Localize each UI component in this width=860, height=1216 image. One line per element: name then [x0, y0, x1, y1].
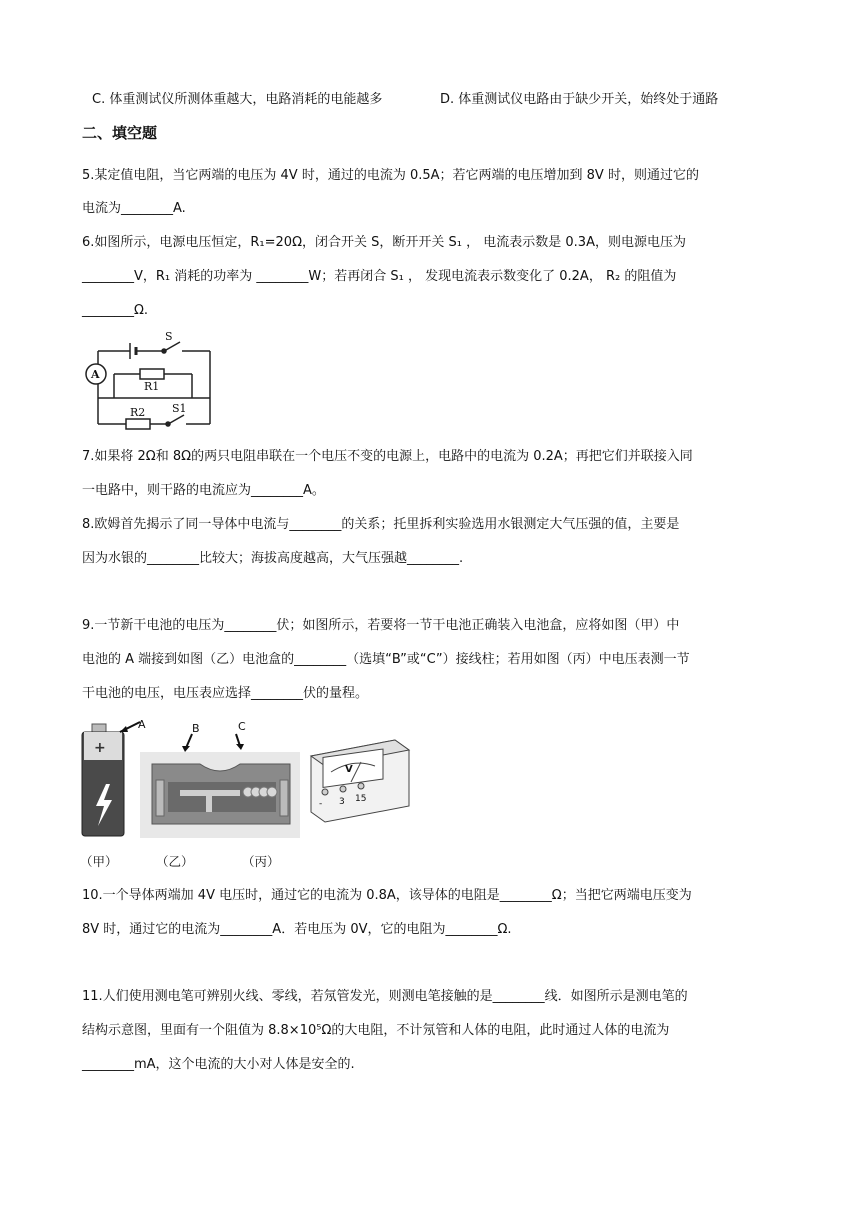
label-s1: S1 — [172, 402, 187, 415]
q6-line-2: ________V，R₁ 消耗的功率为 ________W；若再闭合 S₁ ， 发现电流表示数变化了 0.2A， R₂ 的阻值为 — [82, 269, 677, 284]
arrow-c-icon — [236, 744, 244, 750]
q5-line-1: 5.某定值电阻，当它两端的电压为 4V 时，通过的电流为 0.5A；若它两端的电压增加到 8V 时，则通过它的 — [82, 168, 699, 183]
option-d: D. 体重测试仪电路由于缺少开关，始终处于通路 — [440, 92, 719, 107]
q6-line-1: 6.如图所示，电源电压恒定，R₁=20Ω，闭合开关 S，断开开关 S₁ ， 电流表示数是 0.3A，则电源电压为 — [82, 235, 686, 250]
section-title: 二、填空题 — [82, 124, 158, 142]
q7-line-1: 7.如果将 2Ω和 8Ω的两只电阻串联在一个电压不变的电源上，电路中的电流为 0.2A；再把它们并联接入同 — [82, 449, 693, 464]
q10-line-2: 8V 时，通过它的电流为________A．若电压为 0V，它的电阻为________Ω. — [82, 922, 512, 937]
q11-line-2: 结构示意图，里面有一个阻值为 8.8×10⁵Ω的大电阻，不计氖管和人体的电阻，此时通过人体的电流为 — [82, 1023, 670, 1038]
label-c: C — [238, 720, 246, 733]
q5-line-2: 电流为________A. — [82, 201, 186, 216]
label-b: B — [192, 722, 200, 735]
battery-box-figure — [140, 720, 300, 838]
q6-circuit-diagram — [80, 330, 215, 430]
label-a: A — [138, 718, 146, 731]
arrow-a-icon — [120, 726, 128, 732]
q6-line-3: ________Ω. — [82, 303, 149, 318]
terminal-negative: - — [319, 799, 323, 809]
label-r1: R1 — [144, 380, 160, 393]
q11-line-3: ________mA，这个电流的大小对人体是安全的. — [82, 1057, 355, 1072]
q11-line-1: 11.人们使用测电笔可辨别火线、零线，若氖管发光，则测电笔接触的是________线．如图所示是测电笔的 — [82, 989, 688, 1004]
terminal-15: 15 — [355, 794, 367, 804]
caption-jia: （甲） — [80, 854, 118, 869]
switch-s1-blade — [170, 415, 184, 423]
label-s: S — [165, 330, 173, 343]
option-c: C. 体重测试仪所测体重越大，电路消耗的电能越多 — [92, 92, 383, 107]
arrow-b-icon — [182, 746, 190, 752]
q9-line-3: 干电池的电压，电压表应选择________伏的量程。 — [82, 686, 369, 701]
q8-line-1: 8.欧姆首先揭示了同一导体中电流与________的关系；托里拆利实验选用水银测定大气压强的值，主要是 — [82, 517, 680, 532]
label-ammeter: A — [91, 368, 100, 381]
q9-line-2: 电池的 A 端接到如图（乙）电池盒的________（选填“B”或“C”）接线柱；若用如图（丙）中电压表测一节 — [82, 652, 690, 667]
voltmeter-figure — [305, 736, 415, 824]
terminal-3: 3 — [339, 797, 345, 807]
label-r2: R2 — [130, 406, 146, 419]
svg-text:+: + — [94, 740, 106, 756]
q9-line-1: 9.一节新干电池的电压为________伏；如图所示，若要将一节干电池正确装入电池盒，应将如图（甲）中 — [82, 618, 680, 633]
q10-line-1: 10.一个导体两端加 4V 电压时，通过它的电流为 0.8A，该导体的电阻是________Ω；当把它两端电压变为 — [82, 888, 692, 903]
q7-line-2: 一电路中，则干路的电流应为________A。 — [82, 483, 325, 498]
resistor-r1 — [140, 369, 164, 379]
caption-yi: （乙） — [156, 854, 194, 869]
voltmeter-symbol: V — [345, 764, 353, 775]
q8-line-2: 因为水银的________比较大；海拔高度越高，大气压强越________. — [82, 551, 464, 566]
resistor-r2 — [126, 419, 150, 429]
caption-bing: （丙） — [242, 854, 280, 869]
switch-s-blade — [166, 342, 180, 350]
